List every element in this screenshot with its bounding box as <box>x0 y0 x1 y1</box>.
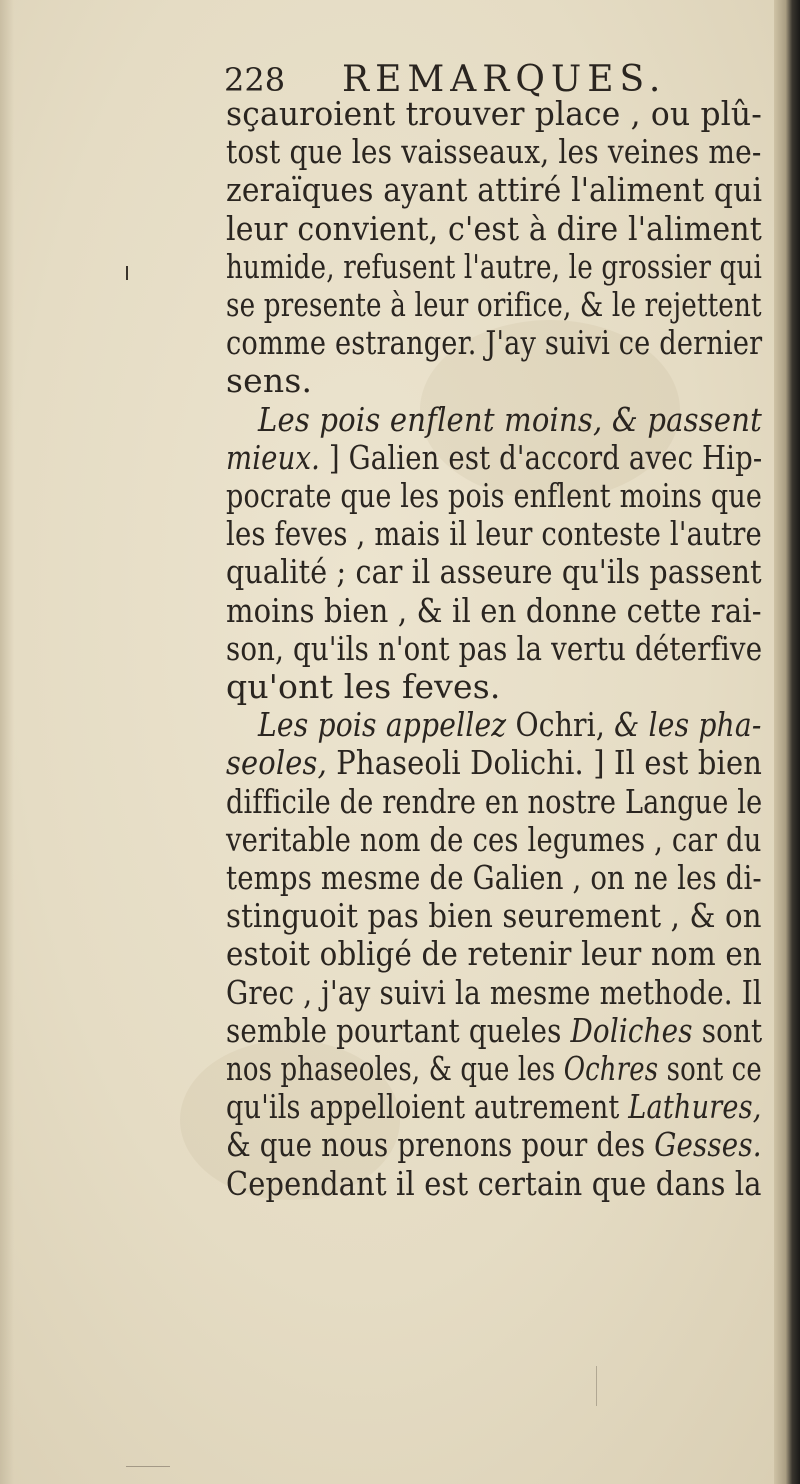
text-line <box>226 323 762 363</box>
text-line <box>226 629 762 669</box>
text-line <box>226 934 762 974</box>
text-line <box>226 247 762 287</box>
text-line <box>226 667 501 707</box>
italic-text: mieux. <box>226 437 320 477</box>
italic-text: Doliches <box>570 1010 693 1050</box>
text-line <box>226 1087 762 1127</box>
line-text: tost que les vaisseaux, les veines me- <box>226 132 762 172</box>
text-line <box>226 438 762 478</box>
text-line <box>226 476 762 516</box>
line-text: se presente à leur orifice, & le rejettent <box>226 285 762 324</box>
text-line <box>226 514 762 554</box>
italic-text: Les pois appellez <box>258 705 507 745</box>
text-line <box>226 1049 762 1089</box>
line-text: semble pourtant queles <box>226 1010 571 1050</box>
line-text: qu'ils appelloient autrement <box>226 1087 629 1127</box>
line-text: zeraïques ayant attiré l'aliment qui <box>226 170 763 210</box>
line-text: temps mesme de Galien , on ne les di- <box>226 858 762 897</box>
text-line <box>226 973 762 1013</box>
line-text: les feves , mais il leur conteste l'autre <box>226 514 762 554</box>
line-text: difficile de rendre en nostre Langue le <box>226 781 763 821</box>
text-line <box>226 361 312 401</box>
line-text: moins bien , & il en donne cette rai- <box>226 590 762 630</box>
page-number: 228 <box>224 61 286 99</box>
line-text: Ochri, <box>506 705 615 745</box>
text-line <box>226 743 762 783</box>
text-line <box>226 170 762 210</box>
text-line <box>258 705 762 745</box>
text-line <box>226 552 762 592</box>
text-line <box>258 400 762 440</box>
line-text: Cependant il est certain que dans la <box>226 1163 762 1203</box>
text-line <box>226 1011 762 1051</box>
line-text: humide, refusent l'autre, le grossier qui <box>226 246 763 286</box>
line-text: pocrate que les pois enflent moins que <box>226 476 763 515</box>
line-text: qualité ; car il asseure qu'ils passent <box>226 552 762 592</box>
text-line <box>226 591 762 631</box>
running-head: REMARQUES. <box>342 59 667 100</box>
italic-text: Gesses. <box>654 1125 762 1165</box>
line-text: Grec , j'ay suivi la mesme methode. Il <box>226 972 763 1012</box>
line-text: sçauroient trouver place , ou plû- <box>226 94 763 133</box>
text-line <box>226 1164 762 1204</box>
line-text: estoit obligé de retenir leur nom en <box>226 934 762 974</box>
line-text: comme estranger. J'ay suivi ce dernier <box>226 323 763 363</box>
line-text: qu'ont les feves. <box>226 667 501 706</box>
line-text: & que nous prenons pour des <box>226 1125 655 1165</box>
text-line <box>226 782 762 822</box>
text-line <box>226 896 762 936</box>
text-line <box>226 820 762 860</box>
line-text: son, qu'ils n'ont pas la vertu déterfive <box>226 628 763 668</box>
text-line <box>226 94 762 134</box>
italic-text: Lathures, <box>628 1087 762 1127</box>
text-line <box>226 1125 762 1165</box>
italic-text: Ochres <box>563 1049 659 1088</box>
text-line <box>226 285 762 325</box>
line-text: nos phaseoles, & que les <box>226 1049 564 1088</box>
line-text: sens. <box>226 361 313 401</box>
line-text: leur convient, c'est à dire l'aliment <box>226 208 763 248</box>
margin-dash <box>126 1466 170 1467</box>
line-text: Phaseoli Dolichi. ] Il est bien <box>326 743 763 783</box>
line-text: sont <box>692 1010 763 1050</box>
line-text: sont ce <box>658 1049 762 1088</box>
italic-text: seoles, <box>226 743 327 783</box>
line-text: stinguoit pas bien seurement , & on <box>226 896 762 936</box>
text-line <box>226 209 762 249</box>
text-line <box>226 132 762 172</box>
italic-text: & les pha- <box>614 705 762 745</box>
line-text: veritable nom de ces legumes , car du <box>226 819 762 859</box>
text-line <box>226 858 762 898</box>
pencil-mark <box>596 1366 597 1406</box>
italic-text: Les pois enflent moins, & passent <box>258 399 762 439</box>
line-text: ] Galien est d'accord avec Hip- <box>319 437 763 477</box>
